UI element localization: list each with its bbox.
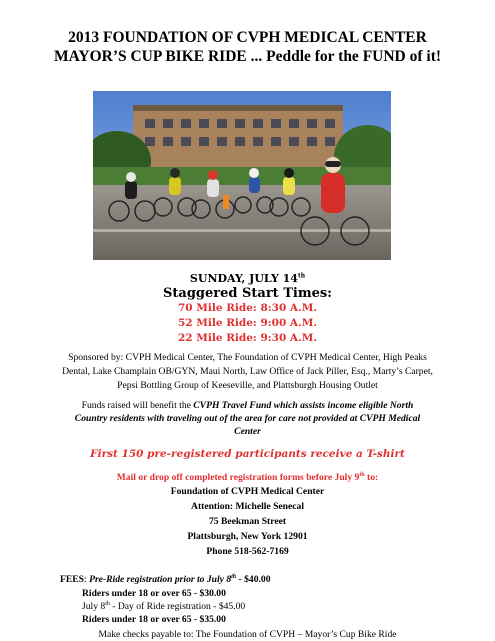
funds-line-2: Country residents with traveling out of the area for care not provided at CVPH Medical bbox=[74, 413, 421, 424]
sponsors-line-2: Dental, Lake Champlain OB/GYN, Maui North, Law Office of Jack Piller, Esq., Marty’s Carpet, bbox=[62, 366, 433, 377]
address-line-4: Plattsburgh, New York 12901 bbox=[187, 531, 308, 542]
address-line-3: 75 Beekman Street bbox=[208, 516, 287, 527]
address-line-2: Attention: Michelle Senecal bbox=[191, 501, 304, 512]
funds-prefix: Funds raised will benefit the bbox=[81, 400, 194, 411]
event-date-text: SUNDAY, JULY 14 bbox=[189, 272, 298, 285]
fees-pre-label: Pre-Ride registration prior to July 8 bbox=[89, 574, 232, 585]
fees-day-text: - Day of Ride registration - $45.00 bbox=[109, 601, 246, 612]
funds-line-3: Center bbox=[234, 426, 261, 437]
fees-day-of bbox=[82, 601, 245, 613]
cyclists-photo bbox=[93, 91, 391, 260]
title-line-2: MAYOR’S CUP BIKE RIDE ... Peddle for the FUND of it! bbox=[53, 48, 442, 65]
fees-day-suffix: th bbox=[105, 600, 110, 607]
staggered-start-heading: Staggered Start Times: bbox=[163, 286, 332, 301]
checks-payable: Make checks payable to: The Foundation of CVPH – Mayor’s Cup Bike Ride bbox=[98, 629, 397, 640]
fees-pre-youth: Riders under 18 or over 65 - $30.00 bbox=[82, 588, 226, 599]
title-line-1: 2013 FOUNDATION OF CVPH MEDICAL CENTER bbox=[68, 29, 427, 46]
ride-70-mile: 70 Mile Ride: 8:30 A.M. bbox=[177, 302, 317, 314]
mail-suffix: to: bbox=[364, 472, 379, 483]
travel-fund-text: CVPH Travel Fund which assists income eligible North bbox=[193, 400, 414, 411]
address-line-1: Foundation of CVPH Medical Center bbox=[170, 486, 325, 497]
cyclists-photo-art bbox=[93, 91, 391, 260]
event-date-suffix: th bbox=[297, 272, 306, 280]
fees-pre-suffix: th bbox=[231, 573, 237, 580]
fees-pre-price: - $40.00 bbox=[236, 574, 271, 585]
mail-prefix: Mail or drop off completed registration forms before July 9 bbox=[116, 472, 360, 483]
address-line-5: Phone 518-562-7169 bbox=[206, 546, 289, 557]
fees-day-label: July 8 bbox=[82, 601, 106, 612]
funds-line-1 bbox=[0, 400, 495, 412]
mail-instructions bbox=[0, 472, 495, 484]
fees-colon: : bbox=[84, 574, 90, 585]
event-date bbox=[0, 272, 495, 286]
ride-22-mile: 22 Mile Ride: 9:30 A.M. bbox=[177, 332, 317, 344]
tshirt-notice: First 150 pre-registered participants receive a T-shirt bbox=[90, 448, 405, 460]
mail-date-suffix: th bbox=[359, 471, 365, 478]
sponsors-line-1: Sponsored by: CVPH Medical Center, The Foundation of CVPH Medical Center, High Peaks bbox=[68, 352, 427, 363]
fees-pre-ride bbox=[60, 574, 271, 586]
fees-label: FEES bbox=[60, 574, 84, 585]
sponsors-line-3: Pepsi Bottling Group of Keeseville, and Plattsburgh Housing Outlet bbox=[117, 380, 378, 391]
ride-52-mile: 52 Mile Ride: 9:00 A.M. bbox=[177, 317, 317, 329]
fees-day-youth: Riders under 18 or over 65 - $35.00 bbox=[82, 614, 226, 625]
